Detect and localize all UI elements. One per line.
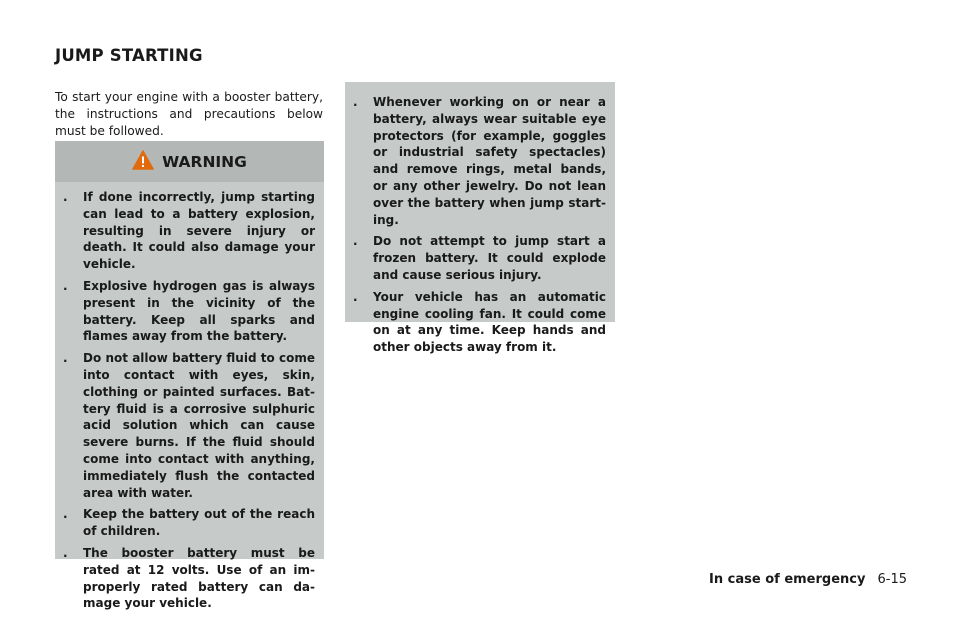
list-item-text: Your vehicle has an automatic engine cooling fan. It could come on at any time. Keep hands and other objects away from it. bbox=[373, 289, 606, 355]
list-item bbox=[63, 350, 315, 501]
list-item bbox=[353, 94, 606, 228]
page-footer bbox=[709, 572, 907, 587]
bullet: . bbox=[63, 507, 68, 522]
list-item-text: Explosive hydrogen gas is always present in the vicinity of the battery. Keep all sparks and flames away from the battery. bbox=[83, 278, 315, 344]
list-item-text: Keep the battery out of the reach of children. bbox=[83, 507, 315, 539]
list-item-text: Do not attempt to jump start a frozen battery. It could explode and cause serious injury. bbox=[373, 234, 606, 282]
list-item-text: If done incorrectly, jump starting can lead to a battery explosion, resulting in severe injury or death. It could also damage your vehicle. bbox=[83, 190, 315, 272]
bullet: . bbox=[63, 278, 68, 293]
bullet: . bbox=[353, 289, 358, 304]
warning-list-right bbox=[353, 94, 606, 361]
warning-list-left bbox=[63, 189, 315, 617]
warning-header bbox=[55, 141, 324, 182]
list-item-text: The booster battery must be rated at 12 volts. Use of an im-properly rated battery can da-mage your vehicle. bbox=[83, 545, 315, 611]
page-title: JUMP STARTING bbox=[55, 46, 203, 65]
footer-section-name: In case of emergency bbox=[709, 572, 866, 587]
list-item bbox=[63, 506, 315, 540]
bullet: . bbox=[63, 545, 68, 560]
bullet: . bbox=[353, 95, 358, 109]
list-item bbox=[63, 278, 315, 345]
list-item-text: Do not allow battery fluid to come into contact with eyes, skin, clothing or painted surfaces. Bat-tery fluid is a corrosive sulphuric acid solution which can cause severe burns. If the fluid should come into contact with anything, immediately flush the contacted area with water. bbox=[83, 351, 315, 500]
bullet: . bbox=[63, 190, 68, 204]
warning-triangle-icon bbox=[132, 150, 154, 174]
bullet: . bbox=[63, 351, 68, 366]
list-item bbox=[63, 189, 315, 273]
list-item bbox=[353, 289, 606, 356]
page-number: 6-15 bbox=[877, 572, 907, 587]
list-item-text: Whenever working on or near a battery, always wear suitable eye protectors (for example, goggles or industrial safety spectacles) and remove rings, metal bands, or any other jewelry. Do not lean over the battery when jump start-ing. bbox=[373, 95, 606, 227]
list-item bbox=[63, 545, 315, 612]
bullet: . bbox=[353, 234, 358, 249]
warning-label: WARNING bbox=[162, 152, 247, 171]
list-item bbox=[353, 233, 606, 283]
intro-paragraph: To start your engine with a booster battery, the instructions and precautions below must be followed. bbox=[55, 90, 323, 138]
